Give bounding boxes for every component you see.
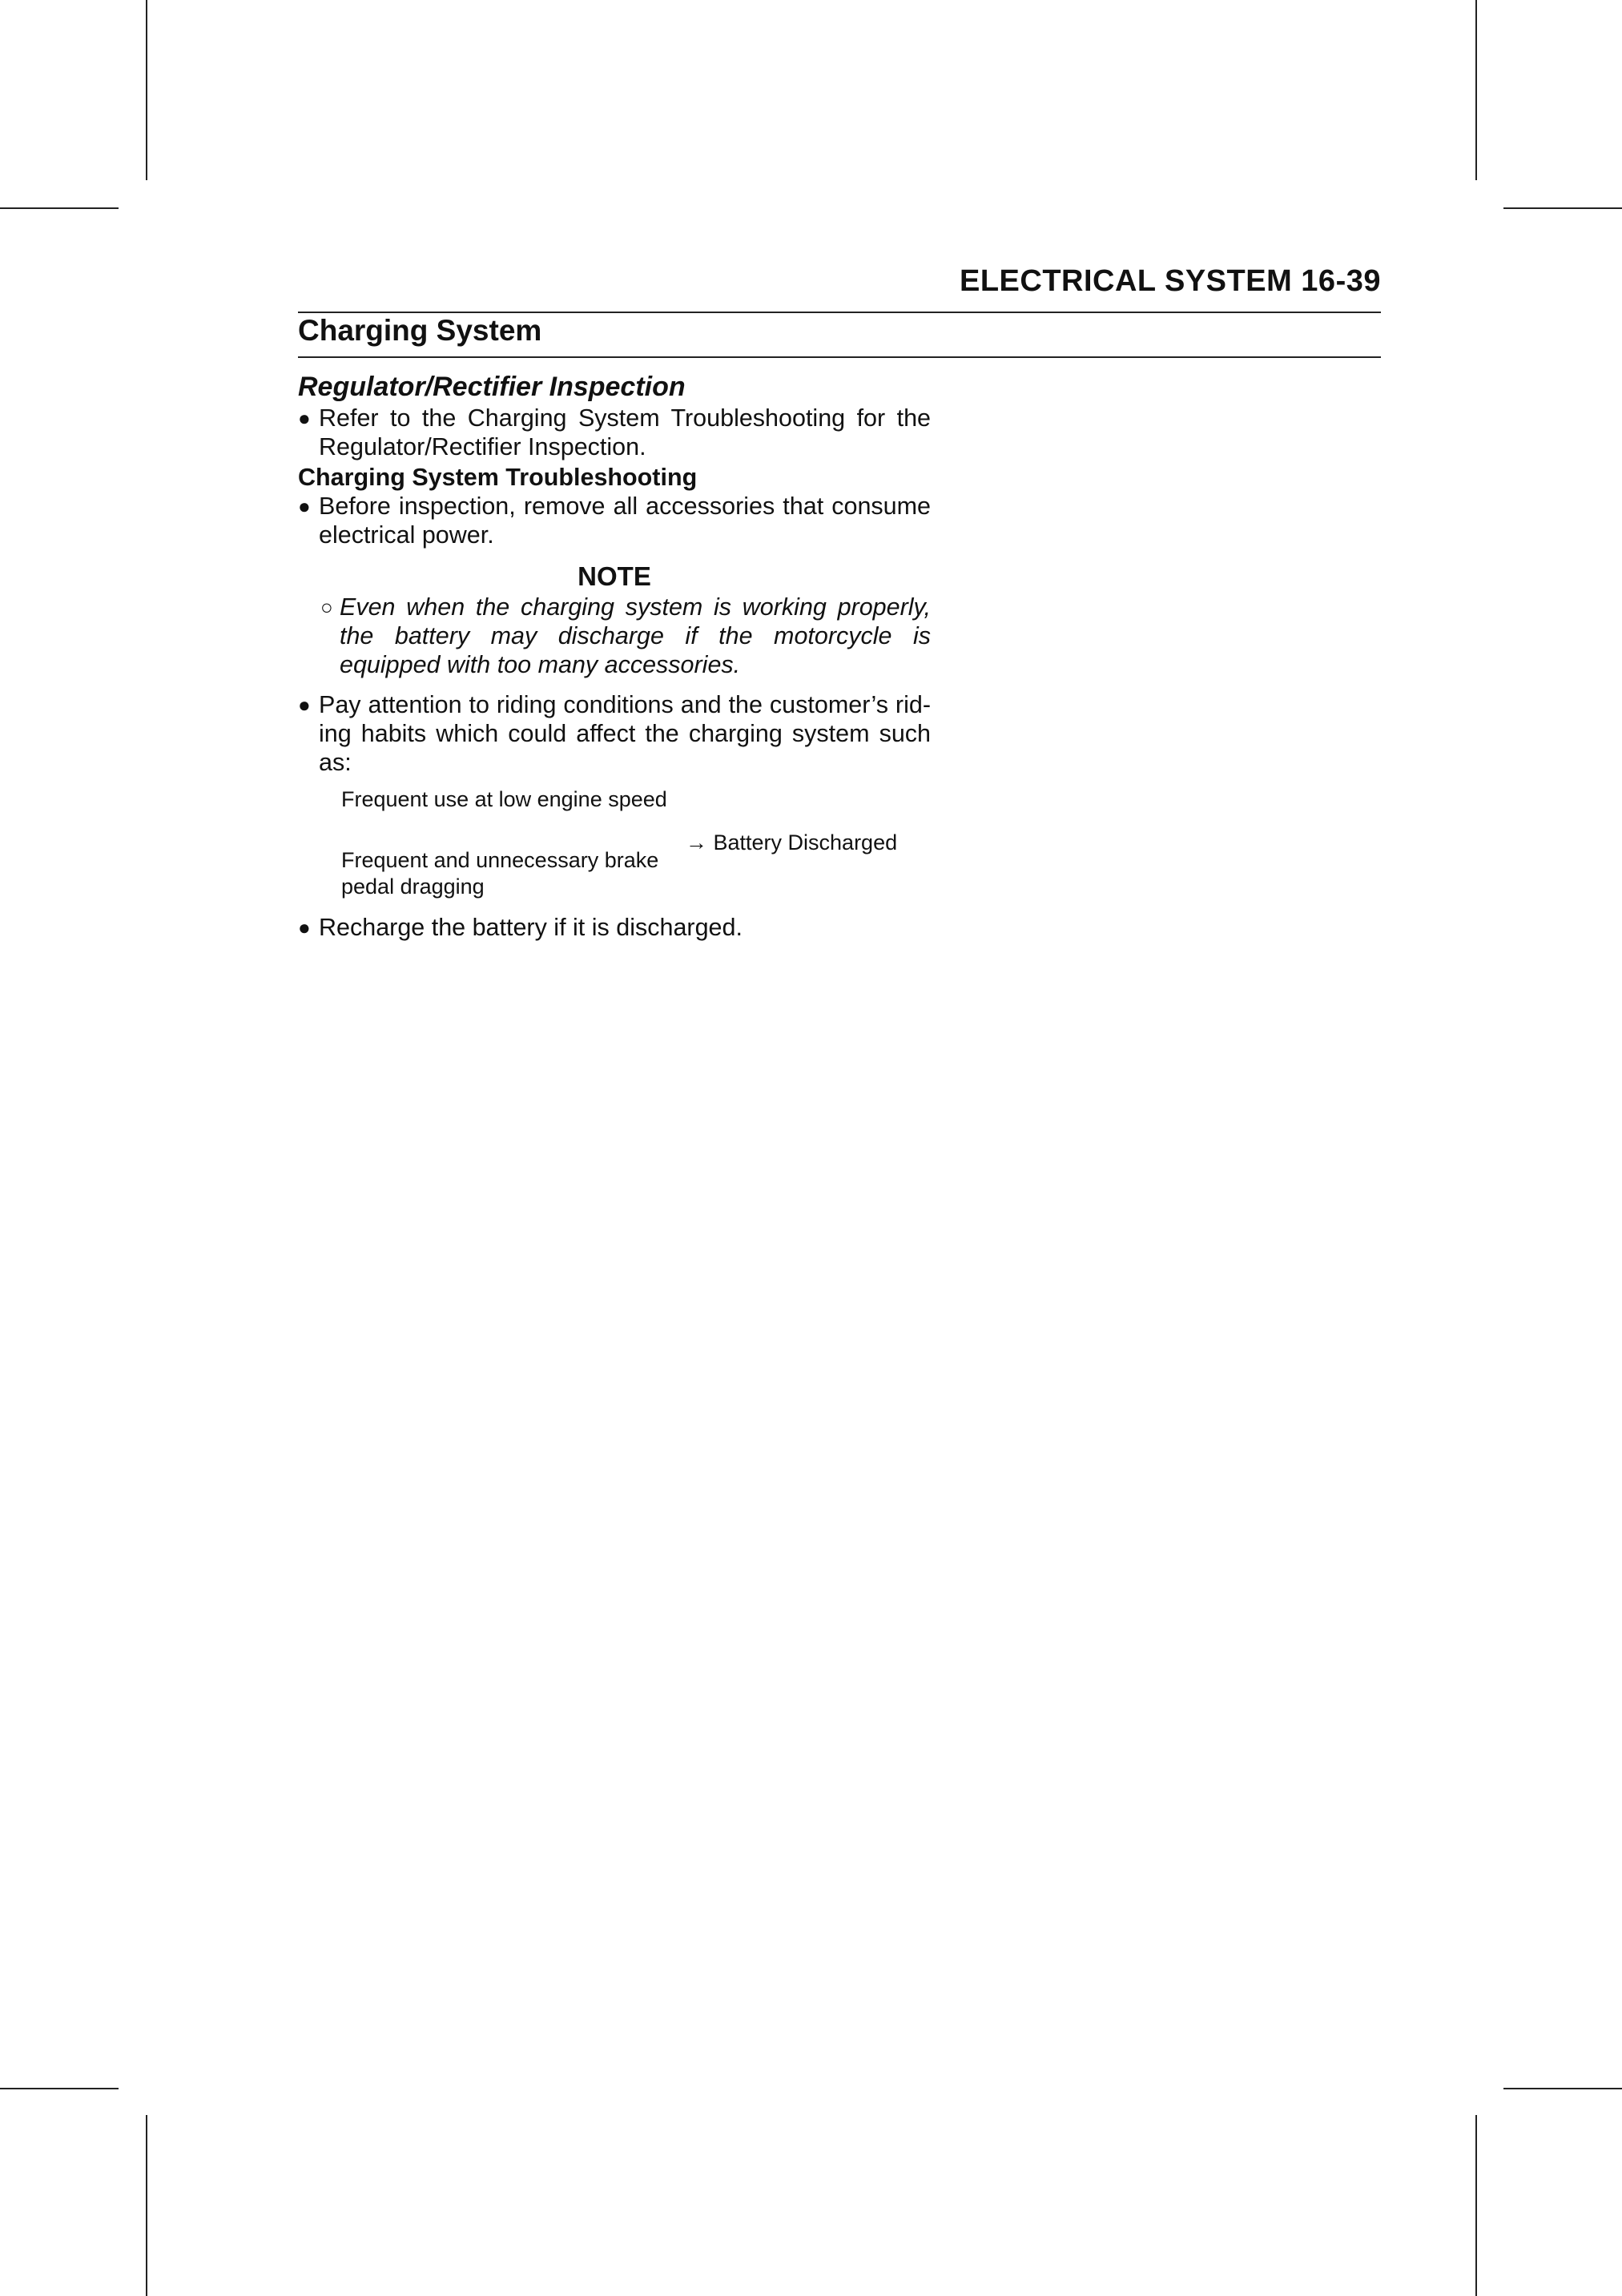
section-title: Charging System: [298, 314, 542, 347]
bullet-item: [298, 404, 931, 461]
crop-mark-top-left-vertical: [146, 0, 147, 180]
bullet-icon: ●: [298, 915, 311, 939]
crop-mark-bottom-left-vertical: [146, 2115, 147, 2296]
subsection-title-regulator: Regulator/Rectifier Inspection: [298, 372, 686, 402]
condition-item: Frequent use at low engine speed: [341, 787, 667, 811]
conditions-table: [341, 786, 931, 905]
bullet-icon: ●: [298, 494, 311, 518]
section-rule: [298, 356, 1381, 358]
circle-marker-icon: ○: [320, 595, 333, 619]
note-title: NOTE: [578, 561, 651, 591]
note-text: Even when the charging system is working properly, the battery may discharge if the motorcycle is equipped with too many accessories.: [340, 593, 931, 678]
bullet-text: Refer to the Charging System Troubleshooting for the Regulator/Rectifier Inspection.: [319, 404, 931, 460]
crop-mark-bottom-right-vertical: [1475, 2115, 1477, 2296]
bullet-item: [298, 913, 931, 942]
condition-result: → Battery Discharged: [686, 830, 898, 854]
note-item: [298, 593, 931, 679]
subsection-title-troubleshooting: Charging System Troubleshooting: [298, 464, 698, 491]
header-rule: [298, 312, 1381, 313]
crop-mark-bottom-right-horizontal: [1503, 2088, 1622, 2089]
crop-mark-top-right-horizontal: [1503, 207, 1622, 209]
crop-mark-top-right-vertical: [1475, 0, 1477, 180]
page-header: ELECTRICAL SYSTEM 16-39: [959, 264, 1381, 298]
bullet-text: Pay attention to riding conditions and the customer’s riding habits which could affect the charging system such as:: [319, 691, 931, 776]
bullet-text: Before inspection, remove all accessories that consume electrical power.: [319, 493, 931, 549]
condition-item: Frequent and unnecessary brake pedal dragging: [341, 848, 659, 899]
bullet-item: [298, 690, 931, 777]
bullet-icon: ●: [298, 406, 311, 430]
bullet-item: [298, 492, 931, 549]
crop-mark-top-left-horizontal: [0, 207, 119, 209]
bullet-text: Recharge the battery if it is discharged.: [319, 914, 743, 941]
content-column: [298, 370, 931, 942]
crop-mark-bottom-left-horizontal: [0, 2088, 119, 2089]
bullet-icon: ●: [298, 693, 311, 717]
